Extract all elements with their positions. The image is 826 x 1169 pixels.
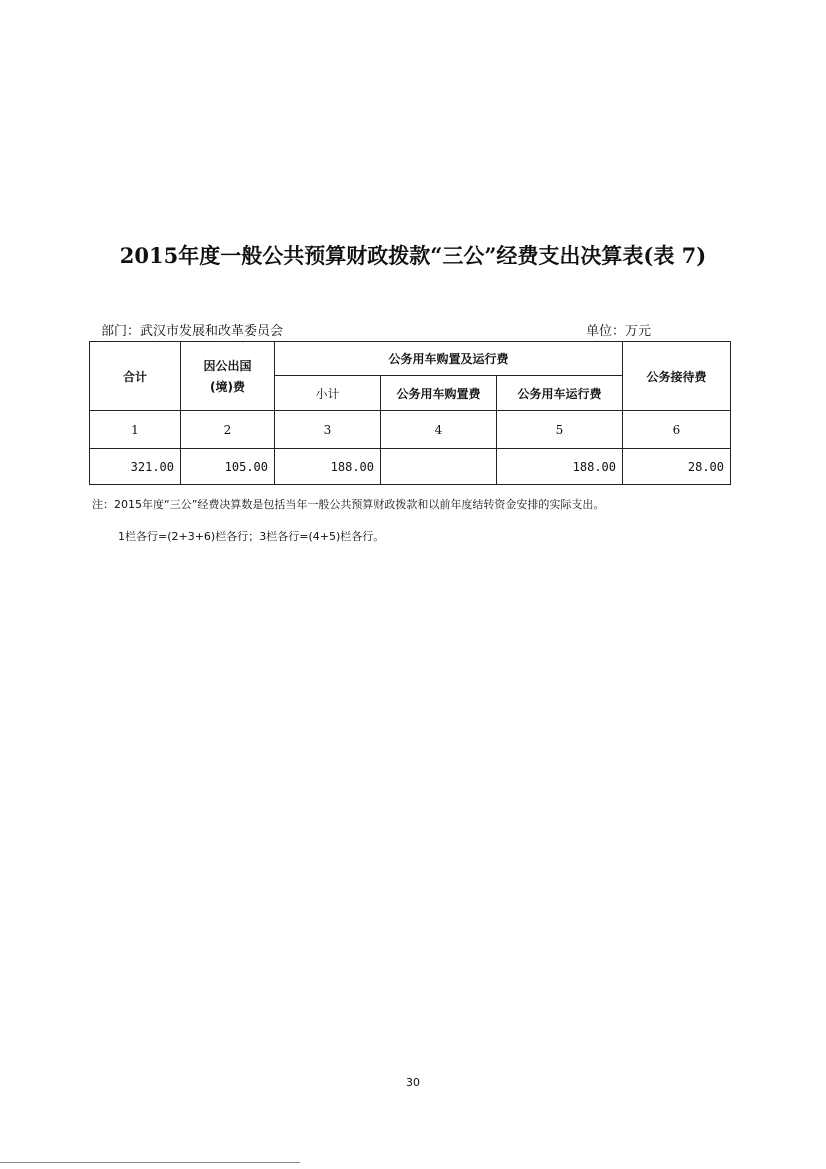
- header-overseas-line1: 因公出国: [203, 359, 252, 373]
- value-vehicle-purchase: [381, 449, 497, 485]
- page-number: 30: [406, 1076, 420, 1089]
- header-vehicle-operation: 公务用车运行费: [497, 376, 623, 411]
- value-total: 321.00: [90, 449, 181, 485]
- header-vehicle-group: 公务用车购置及运行费: [275, 342, 623, 376]
- index-cell: 2: [181, 411, 275, 449]
- unit-label: 单位：万元: [586, 324, 652, 339]
- index-cell: 5: [497, 411, 623, 449]
- index-row: [90, 411, 731, 449]
- header-reception: 公务接待费: [623, 342, 731, 411]
- header-overseas: [181, 342, 275, 411]
- index-cell: 4: [381, 411, 497, 449]
- note-line-1: 注：2015年度“三公”经费决算数是包括当年一般公共预算财政拨款和以前年度结转资金安排的实际支出。: [92, 498, 605, 511]
- budget-table: [89, 341, 731, 485]
- data-row: [90, 449, 731, 485]
- header-overseas-line2: (境)费: [210, 380, 245, 394]
- value-reception: 28.00: [623, 449, 731, 485]
- page-title: 2015年度一般公共预算财政拨款“三公”经费支出决算表(表 7): [119, 243, 707, 268]
- value-overseas: 105.00: [181, 449, 275, 485]
- bottom-rule: [0, 1162, 300, 1163]
- index-cell: 1: [90, 411, 181, 449]
- value-vehicle-operation: 188.00: [497, 449, 623, 485]
- note-line-2: 1栏各行=(2+3+6)栏各行；3栏各行=(4+5)栏各行。: [118, 530, 385, 543]
- header-total: 合计: [90, 342, 181, 411]
- department-label: 部门：武汉市发展和改革委员会: [101, 324, 284, 339]
- header-vehicle-purchase: 公务用车购置费: [381, 376, 497, 411]
- header-subtotal: 小计: [275, 376, 381, 411]
- index-cell: 3: [275, 411, 381, 449]
- index-cell: 6: [623, 411, 731, 449]
- value-vehicle-subtotal: 188.00: [275, 449, 381, 485]
